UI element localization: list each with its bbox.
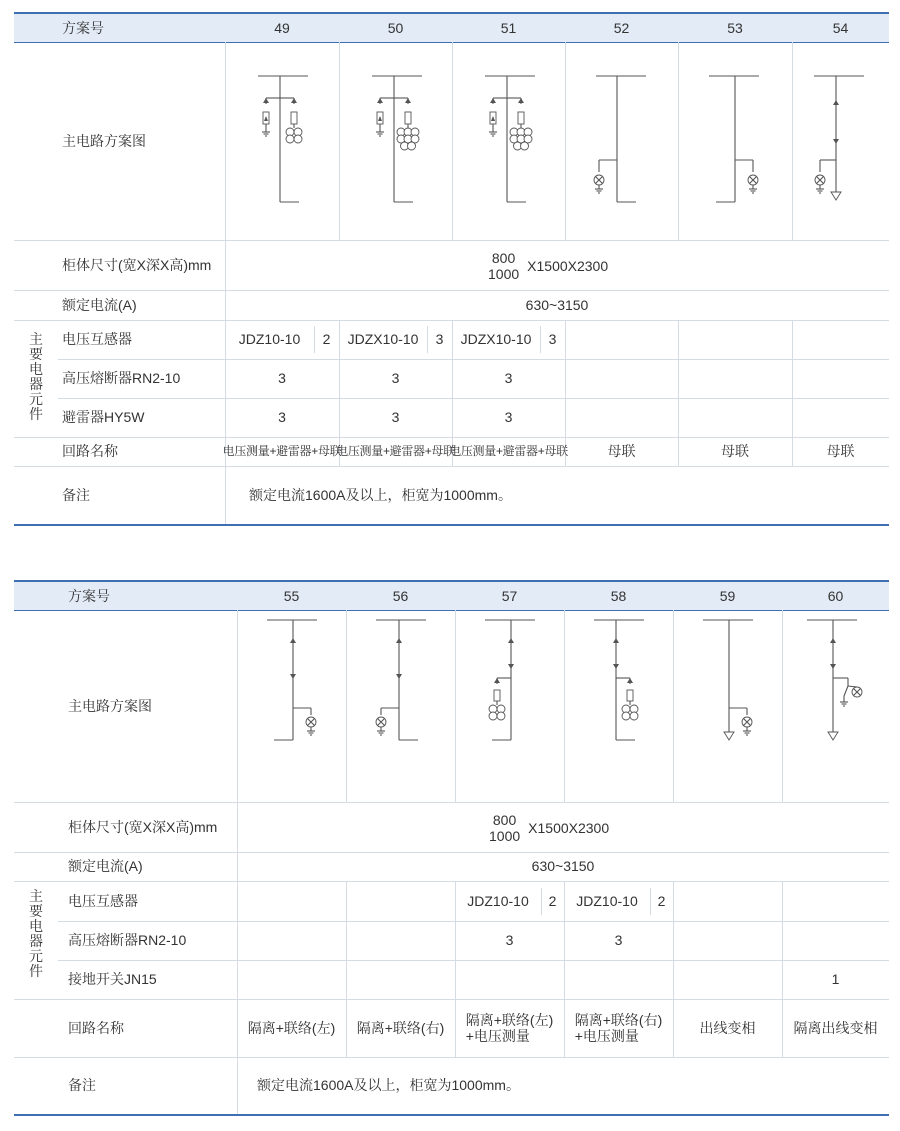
circuit-diagram-55 [237, 610, 346, 802]
circuit-diagram-52 [565, 42, 678, 240]
scheme-number: 49 [274, 19, 290, 36]
circuit-name-line: +电压测量 [574, 1028, 639, 1044]
fuse-value: 3 [504, 370, 513, 387]
diagram-label: 主电路方案图 [62, 132, 146, 149]
circuit-name: 电压测量+避雷器+母联 [222, 443, 342, 458]
pt-label: 电压互感器 [62, 331, 132, 348]
scheme-number: 55 [283, 587, 300, 604]
pt-model: JDZ10-10 [576, 892, 638, 909]
earth-switch-value: 1 [831, 971, 840, 988]
circuit-name [455, 999, 564, 1057]
circuit-name: 电压测量+避雷器+母联 [336, 443, 455, 458]
scheme-no-label: 方案号 [68, 587, 110, 604]
arrester-value: 3 [391, 409, 400, 426]
size-value [489, 808, 609, 848]
circuit-name-line: 隔离+联络(右) [574, 1011, 663, 1028]
pt-model: JDZX10-10 [347, 331, 419, 348]
divider [14, 1114, 889, 1116]
scheme-number: 58 [610, 587, 627, 604]
current-label: 额定电流(A) [68, 858, 143, 875]
current-label: 额定电流(A) [62, 296, 137, 313]
size-rest: X1500X2300 [527, 257, 609, 274]
width-option: 800 [491, 249, 516, 266]
circuit-name: 母联 [607, 443, 636, 460]
scheme-table-2 [14, 580, 889, 1118]
fuse-value: 3 [614, 932, 623, 949]
circuit-diagram-49 [225, 42, 339, 240]
circuit-diagram-53 [678, 42, 792, 240]
circuit-diagram-51 [452, 42, 565, 240]
pt-model: JDZX10-10 [460, 331, 532, 348]
circuit-diagram-54 [792, 42, 889, 240]
scheme-number: 59 [719, 587, 736, 604]
circuit-name: 母联 [721, 443, 749, 460]
scheme-number: 51 [500, 19, 517, 36]
scheme-number: 60 [827, 587, 844, 604]
circuit-diagram-59 [673, 610, 782, 802]
circuit-diagram-56 [346, 610, 455, 802]
divider [58, 960, 889, 961]
fuse-value: 3 [278, 370, 286, 387]
circuit-label: 回路名称 [68, 1019, 124, 1036]
pt-qty: 3 [435, 331, 444, 348]
note-text: 额定电流1600A及以上，柜宽为1000mm。 [249, 486, 512, 503]
scheme-number: 52 [613, 19, 630, 36]
pt-model: JDZ10-10 [467, 892, 529, 909]
size-value [488, 246, 608, 286]
fuse-value: 3 [391, 370, 400, 387]
circuit-diagram-57 [455, 610, 564, 802]
components-label: 主要电器元件 [29, 331, 43, 422]
scheme-number: 56 [392, 587, 409, 604]
arrester-value: 3 [504, 409, 513, 426]
note-label: 备注 [68, 1077, 96, 1094]
fuse-value: 3 [505, 932, 514, 949]
width-option: 1000 [489, 828, 521, 844]
circuit-name: 隔离出线变相 [793, 1019, 878, 1036]
scheme-number: 54 [832, 19, 849, 36]
scheme-table-1 [14, 12, 889, 526]
circuit-name [564, 999, 673, 1057]
arrester-label: 避雷器HY5W [62, 409, 145, 426]
circuit-name: 隔离+联络(右) [356, 1019, 445, 1036]
width-option: 800 [492, 811, 517, 828]
pt-qty: 2 [322, 331, 331, 348]
width-option: 1000 [488, 266, 520, 282]
pt-qty: 2 [657, 892, 666, 909]
size-rest: X1500X2300 [528, 819, 610, 836]
size-label: 柜体尺寸(宽X深X高)mm [68, 818, 218, 835]
scheme-number: 53 [727, 19, 743, 36]
circuit-name: 母联 [826, 443, 855, 460]
earth-switch-label: 接地开关JN15 [68, 971, 157, 988]
note-text: 额定电流1600A及以上，柜宽为1000mm。 [257, 1077, 520, 1094]
circuit-name-line: 隔离+联络(左) [465, 1011, 554, 1028]
current-value: 630~3150 [525, 296, 589, 313]
pt-qty: 2 [548, 892, 557, 909]
scheme-number: 57 [501, 587, 518, 604]
diagram-label: 主电路方案图 [68, 697, 152, 714]
circuit-name: 隔离+联络(左) [247, 1019, 336, 1036]
scheme-no-label: 方案号 [62, 19, 104, 36]
pt-qty: 3 [548, 331, 557, 348]
circuit-name: 出线变相 [699, 1019, 756, 1036]
note-label: 备注 [62, 486, 90, 503]
fuse-label: 高压熔断器RN2-10 [62, 370, 181, 387]
arrester-value: 3 [278, 409, 286, 426]
components-label: 主要电器元件 [29, 888, 43, 979]
fuse-label: 高压熔断器RN2-10 [68, 932, 187, 949]
circuit-diagram-60 [782, 610, 889, 802]
circuit-name-line: +电压测量 [465, 1028, 530, 1044]
circuit-label: 回路名称 [62, 443, 118, 460]
divider [14, 524, 889, 526]
size-label: 柜体尺寸(宽X深X高)mm [62, 256, 212, 273]
divider [14, 881, 889, 882]
scheme-number: 50 [387, 19, 404, 36]
current-value: 630~3150 [531, 858, 595, 875]
circuit-diagram-58 [564, 610, 673, 802]
circuit-diagram-50 [339, 42, 452, 240]
circuit-name: 电压测量+避雷器+母联 [449, 443, 568, 458]
pt-label: 电压互感器 [68, 892, 138, 909]
pt-model: JDZ10-10 [238, 331, 301, 348]
